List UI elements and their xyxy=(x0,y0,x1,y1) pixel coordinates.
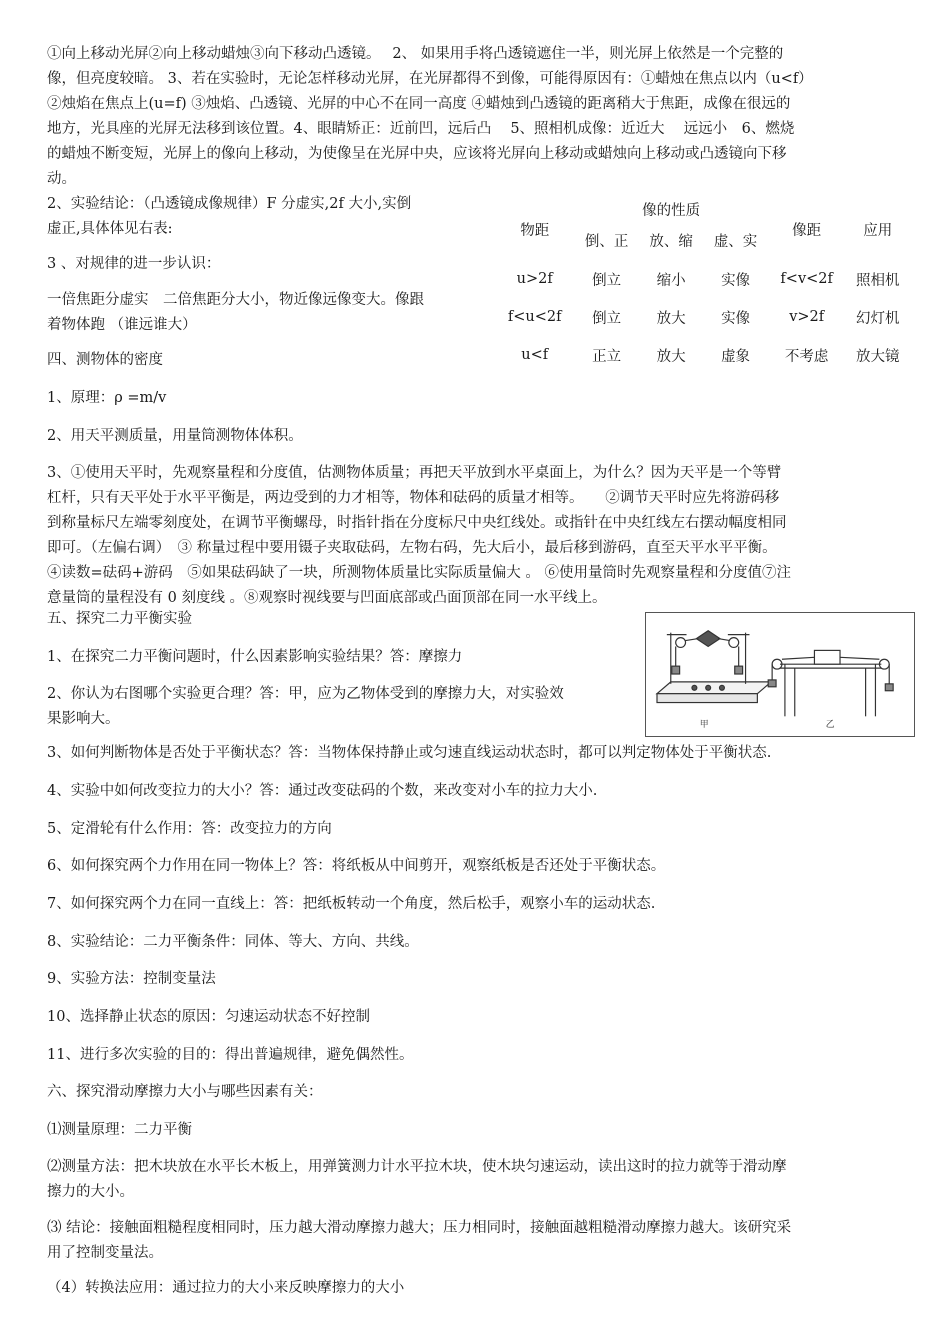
density-note-line: ④读数=砝码+游码 ⑤如果砝码缺了一块，所测物体质量比实际质量偏大 。 ⑥使用量筒时先观察量程和分度值⑦注 xyxy=(47,565,792,581)
lens-imaging-table xyxy=(495,198,910,374)
balance-q1: 1、在探究二力平衡问题时，什么因素影响实验结果？答：摩擦力 xyxy=(47,649,463,665)
density-note-line: 杠杆，只有天平处于水平平衡是，两边受到的力才相等，物体和砝码的质量才相等。 ②调节天平时应先将游码移 xyxy=(47,490,780,506)
rule-paragraph xyxy=(47,288,477,338)
balance-q6: 6、如何探究两个力作用在同一物体上？答：将纸板从中间剪开，观察纸板是否还处于平衡状态。 xyxy=(47,858,666,874)
apparatus-diagram xyxy=(646,613,914,736)
table-row xyxy=(495,260,910,298)
friction-conclusion xyxy=(47,1216,907,1266)
cell-application: 放大镜 xyxy=(856,348,900,365)
balance-q8: 8、实验结论：二力平衡条件：同体、等大、方向、共线。 xyxy=(47,934,419,950)
header-object-distance: 物距 xyxy=(520,222,550,239)
friction-principle: ⑴测量原理：二力平衡 xyxy=(47,1122,192,1138)
header-type: 虚、实 xyxy=(713,233,758,250)
header-size: 放、缩 xyxy=(649,233,693,250)
header-application: 应用 xyxy=(863,222,893,239)
cell-orientation: 倒立 xyxy=(592,310,622,327)
header-image-properties: 像的性质 xyxy=(642,202,701,219)
balance-q10: 10、选择静止状态的原因：匀速运动状态不好控制 xyxy=(47,1009,370,1025)
balance-title: 五、探究二力平衡实验 xyxy=(47,611,192,627)
balance-q4: 4、实验中如何改变拉力的大小？答：通过改变砝码的个数，来改变对小车的拉力大小. xyxy=(47,783,598,799)
cell-size: 放大 xyxy=(656,348,686,365)
density-note-line: 3、①使用天平时，先观察量程和分度值，估测物体质量；再把天平放到水平桌面上，为什么？因为天平是一个等臂 xyxy=(47,465,782,481)
balance-q11: 11、进行多次实验的目的：得出普遍规律，避免偶然性。 xyxy=(47,1047,414,1063)
balance-q9: 9、实验方法：控制变量法 xyxy=(47,971,216,987)
density-note-line: 到称量标尺左端零刻度处，在调节平衡螺母，时指针指在分度标尺中央红线处。或指针在中央红线左右摆动幅度相同 xyxy=(47,515,787,531)
balance-q2-line: 2、你认为右图哪个实验更合理？答：甲，应为乙物体受到的摩擦力大，对实验效 xyxy=(47,686,564,702)
cell-size: 放大 xyxy=(656,310,686,327)
conclusion-paragraph xyxy=(47,192,477,242)
friction-conclusion-line: ⑶ 结论：接触面粗糙程度相同时，压力越大滑动摩擦力越大；压力相同时，接触面越粗糙滑动摩擦力越大。该研究采 xyxy=(47,1220,792,1236)
cell-object-distance: u>2f xyxy=(516,271,553,287)
cell-orientation: 正立 xyxy=(592,348,622,365)
friction-title: 六、探究滑动摩擦力大小与哪些因素有关： xyxy=(47,1084,323,1100)
conclusion-line: 2、实验结论：（凸透镜成像规律）F 分虚实,2f 大小,实倒 xyxy=(47,196,412,212)
cell-orientation: 倒立 xyxy=(592,272,622,289)
friction-conversion: （4）转换法应用：通过拉力的大小来反映摩擦力的大小 xyxy=(47,1280,405,1296)
figure-label-a: 甲 xyxy=(699,720,709,731)
cell-image-distance: 不考虑 xyxy=(784,348,829,365)
cell-application: 幻灯机 xyxy=(856,310,900,327)
balance-apparatus-figure xyxy=(645,612,915,737)
table-row xyxy=(495,298,910,336)
table-row xyxy=(495,336,910,374)
balance-q2 xyxy=(47,682,627,732)
cell-type: 虚象 xyxy=(721,348,751,365)
cell-type: 实像 xyxy=(721,272,751,289)
understanding-title: 3 、对规律的进一步认识： xyxy=(47,256,221,272)
friction-method-line: ⑵测量方法：把木块放在水平长木板上，用弹簧测力计水平拉木块，使木块匀速运动，读出这时的拉力就等于滑动摩 xyxy=(47,1159,787,1175)
friction-method xyxy=(47,1155,907,1205)
intro-line: ①向上移动光屏②向上移动蜡烛③向下移动凸透镜。 2、 如果用手将凸透镜遮住一半，则光屏上依然是一个完整的 xyxy=(47,46,784,62)
intro-line: 的蜡烛不断变短，光屏上的像向上移动，为使像呈在光屏中央，应该将光屏向上移动或蜡烛向上移动或凸透镜向下移 xyxy=(47,146,787,162)
cell-application: 照相机 xyxy=(856,272,900,289)
cell-image-distance: v>2f xyxy=(789,309,825,325)
density-note-line: 即可。（左偏右调） ③ 称量过程中要用镊子夹取砝码，左物右码，先大后小，最后移到游码，直至天平水平平衡。 xyxy=(47,540,777,556)
cell-size: 缩小 xyxy=(656,272,686,289)
rule-line: 着物体跑 （谁远谁大） xyxy=(47,317,197,333)
intro-line: 地方，光具座的光屏无法移到该位置。4、眼睛矫正：近前凹，远后凸 5、照相机成像：近近大 远远小 6、燃烧 xyxy=(47,121,795,137)
figure-label-b: 乙 xyxy=(825,720,835,731)
density-note-line: 意量筒的量程没有 0 刻度线 。⑧观察时视线要与凹面底部或凸面顶部在同一水平线上。 xyxy=(47,590,607,606)
cell-image-distance: f<v<2f xyxy=(780,271,833,287)
density-principle: 1、原理：ρ =m/v xyxy=(47,390,167,406)
conclusion-line: 虚正,具体体见右表: xyxy=(47,221,173,237)
header-image-distance: 像距 xyxy=(792,222,822,239)
balance-q7: 7、如何探究两个力在同一直线上：答：把纸板转动一个角度，然后松手，观察小车的运动状态. xyxy=(47,896,656,912)
intro-line: ②烛焰在焦点上(u=f) ③烛焰、凸透镜、光屏的中心不在同一高度 ④蜡烛到凸透镜的距离稍大于焦距，成像在很远的 xyxy=(47,96,791,112)
cell-object-distance: u<f xyxy=(521,347,549,363)
density-title: 四、测物体的密度 xyxy=(47,352,163,368)
friction-conclusion-line: 用了控制变量法。 xyxy=(47,1245,163,1261)
balance-q2-line: 果影响大。 xyxy=(47,711,120,727)
rule-line: 一倍焦距分虚实 二倍焦距分大小，物近像远像变大。像跟 xyxy=(47,292,424,308)
balance-q3: 3、如何判断物体是否处于平衡状态？答：当物体保持静止或匀速直线运动状态时，都可以判定物体处于平衡状态. xyxy=(47,745,772,761)
apparatus-a xyxy=(657,631,771,703)
cell-object-distance: f<u<2f xyxy=(507,309,562,325)
intro-line: 像，但亮度较暗。 3、若在实验时，无论怎样移动光屏，在光屏都得不到像，可能得原因有：①蜡烛在焦点以内（u<f） xyxy=(47,71,813,87)
apparatus-b xyxy=(768,650,893,716)
cell-type: 实像 xyxy=(721,310,751,327)
header-orientation: 倒、正 xyxy=(584,233,629,250)
density-method: 2、用天平测质量，用量筒测物体体积。 xyxy=(47,428,303,444)
intro-paragraph xyxy=(47,42,907,192)
friction-method-line: 擦力的大小。 xyxy=(47,1184,134,1200)
density-notes xyxy=(47,461,907,611)
intro-line: 动。 xyxy=(47,171,76,187)
balance-q5: 5、定滑轮有什么作用：答：改变拉力的方向 xyxy=(47,821,332,837)
